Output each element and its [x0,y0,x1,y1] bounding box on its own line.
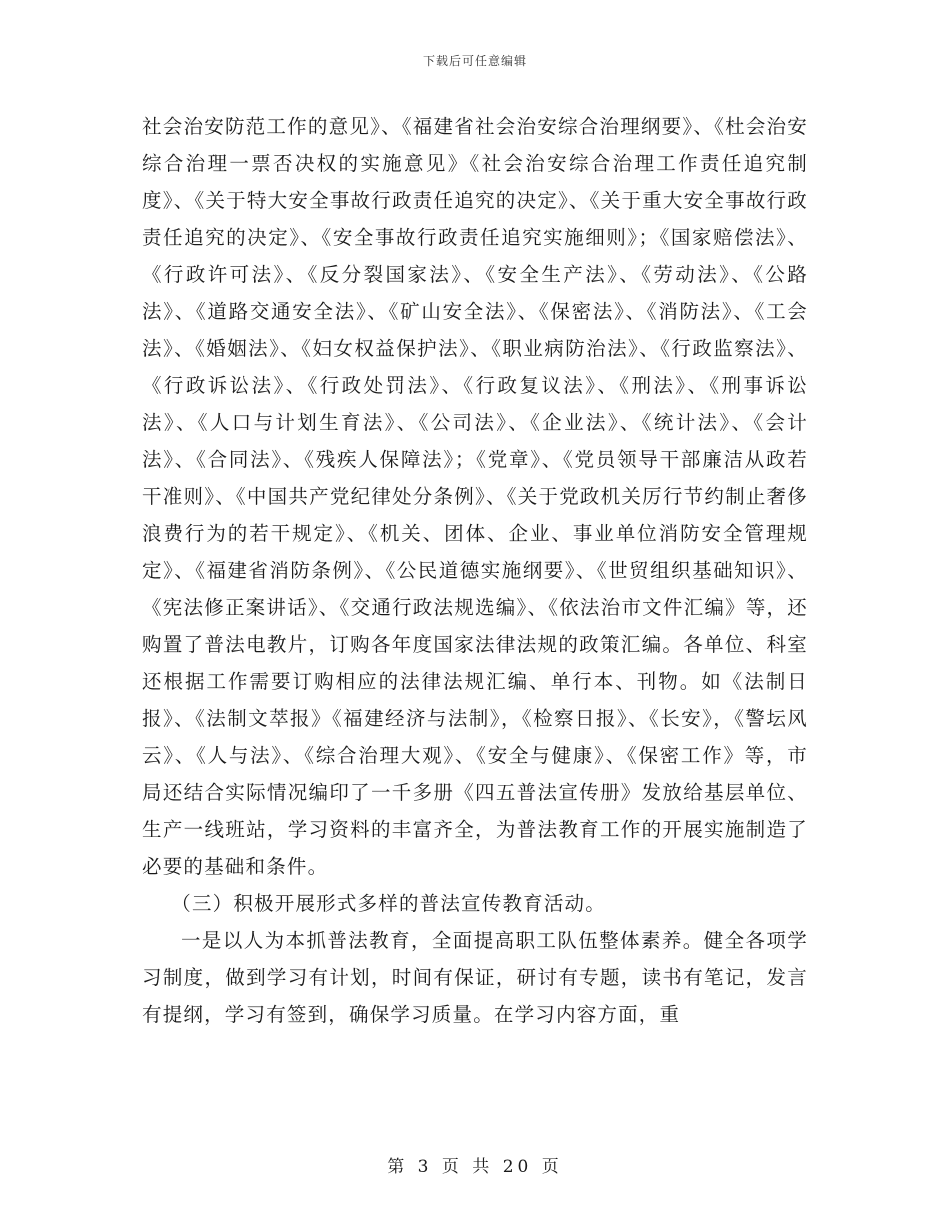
page-number-footer: 第 3 页 共 20 页 [387,1157,563,1177]
page-header: 下载后可任意编辑 [422,54,527,68]
document-body [142,108,808,1033]
body-paragraph: 一是以人为本抓普法教育，全面提高职工队伍整体素养。健全各项学习制度，做到学习有计划，时间有保证，研讨有专题，读书有笔记，发言有提纲，学习有签到，确保学习质量。在学习内容方面，重 [142,929,808,1026]
section-heading: （三）积极开展形式多样的普法宣传教育活动。 [171,892,606,915]
body-paragraph-continued: 社会治安防范工作的意见》、《福建省社会治安综合治理纲要》、《杜会治安综合治理一票否决权的实施意见》《社会治安综合治理工作责任追究制度》、《关于特大安全事故行政责任追究的决定》、《关于重大安全事故行政责任追究的决定》、《安全事故行政责任追究实施细则》；《国家赔偿法》、《行政许可法》、《反分裂国家法》、《安全生产法》、《劳动法》、《公路法》、《道路交通安全法》、《矿山安全法》、《保密法》、《消防法》、《工会法》、《婚姻法》、《妇女权益保护法》、《职业病防治法》、《行政监察法》、《行政诉讼法》、《行政处罚法》、《行政复议法》、《刑法》、《刑事诉讼法》、《人口与计划生育法》、《公司法》、《企业法》、《统计法》、《会计法》、《合同法》、《残疾人保障法》；《党章》、《党员领导干部廉洁从政若干准则》、《中国共产党纪律处分条例》、《关于党政机关厉行节约制止奢侈浪费行为的若干规定》、《机关、团体、企业、事业单位消防安全管理规定》、《福建省消防条例》、《公民道德实施纲要》、《世贸组织基础知识》、《宪法修正案讲话》、《交通行政法规选编》、《依法治市文件汇编》等，还购置了普法电教片，订购各年度国家法律法规的政策汇编。各单位、科室还根据工作需要订购相应的法律法规汇编、单行本、刊物。如《法制日报》、《法制文萃报》《福建经济与法制》，《检察日报》、《长安》，《警坛风云》、《人与法》、《综合治理大观》、《安全与健康》、《保密工作》等，市局还结合实际情况编印了一千多册《四五普法宣传册》发放给基层单位、生产一线班站，学习资料的丰富齐全，为普法教育工作的开展实施制造了必要的基础和条件。 [142,115,808,878]
